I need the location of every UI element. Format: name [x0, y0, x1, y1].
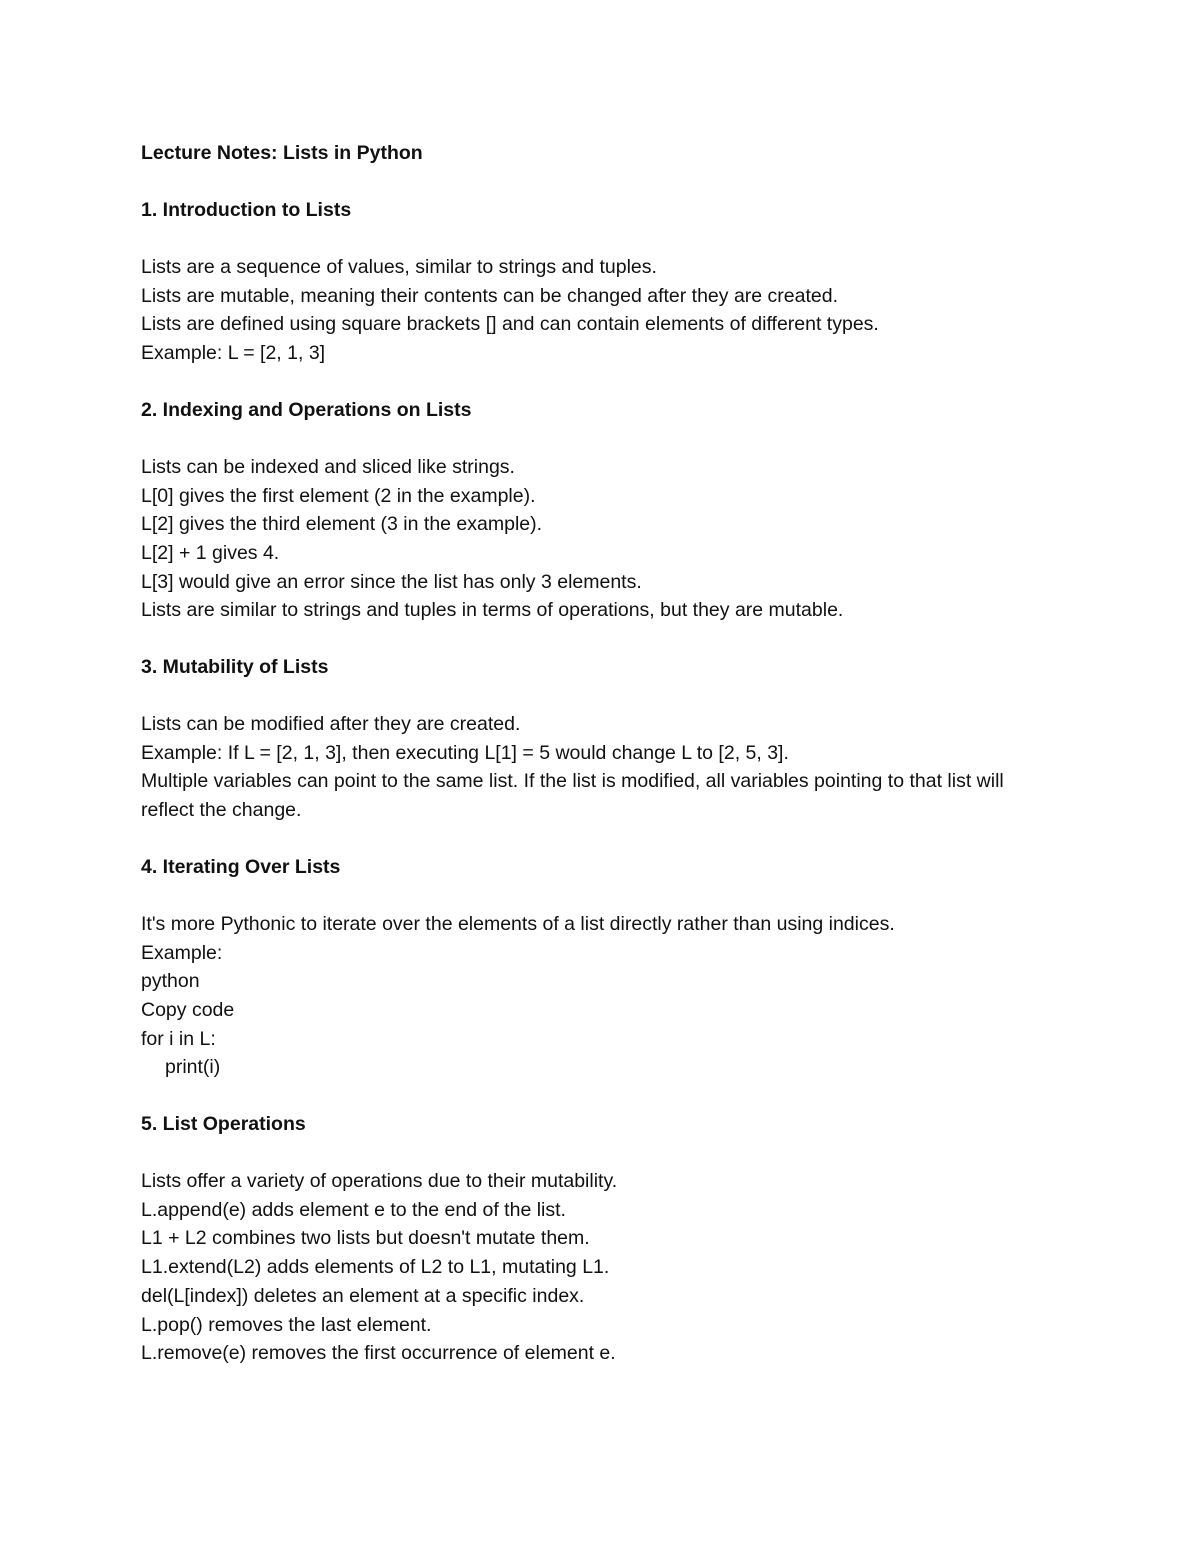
section-heading: 3. Mutability of Lists	[141, 656, 329, 679]
section-body	[141, 253, 1041, 368]
document-title: Lecture Notes: Lists in Python	[141, 142, 423, 164]
body-line: L[2] gives the third element (3 in the example).	[141, 513, 543, 536]
body-line: L1 + L2 combines two lists but doesn't mutate them.	[141, 1227, 590, 1250]
body-line: L[0] gives the first element (2 in the example).	[141, 484, 536, 507]
document-page	[141, 139, 1041, 1368]
section-introduction	[141, 196, 1041, 368]
body-line: Example: L = [2, 1, 3]	[141, 342, 326, 365]
section-body	[141, 453, 1041, 625]
section-iterating	[141, 853, 1041, 1082]
section-heading: 2. Indexing and Operations on Lists	[141, 398, 472, 421]
section-indexing	[141, 396, 1041, 625]
body-line: Lists can be modified after they are created.	[141, 713, 521, 736]
body-line: Lists offer a variety of operations due to their mutability.	[141, 1170, 618, 1193]
body-line: Lists are similar to strings and tuples in terms of operations, but they are mutable.	[141, 599, 844, 622]
code-language-label: python	[141, 970, 200, 993]
section-mutability	[141, 653, 1041, 825]
body-line: Example:	[141, 941, 223, 964]
body-line: Lists are defined using square brackets [] and can contain elements of different types.	[141, 313, 879, 336]
section-body	[141, 1167, 1041, 1368]
copy-code-text: Copy code	[141, 998, 235, 1021]
section-heading: 1. Introduction to Lists	[141, 199, 352, 221]
body-line: Lists can be indexed and sliced like strings.	[141, 455, 515, 478]
body-line: It's more Pythonic to iterate over the elements of a list directly rather than using indices.	[141, 912, 895, 935]
body-line: Example: If L = [2, 1, 3], then executing L[1] = 5 would change L to [2, 5, 3].	[141, 741, 789, 764]
body-line: L1.extend(L2) adds elements of L2 to L1, mutating L1.	[141, 1256, 610, 1279]
code-line: for i in L:	[141, 1027, 216, 1050]
section-body	[141, 910, 1041, 1082]
code-line: print(i)	[165, 1056, 221, 1079]
body-line: Lists are a sequence of values, similar to strings and tuples.	[141, 256, 657, 278]
body-line: L[2] + 1 gives 4.	[141, 541, 280, 564]
body-line: Multiple variables can point to the same list. If the list is modified, all variables pointing to that list will reflect the change.	[141, 770, 1004, 822]
section-heading: 4. Iterating Over Lists	[141, 855, 341, 878]
section-body	[141, 710, 1041, 825]
body-line: L[3] would give an error since the list has only 3 elements.	[141, 570, 642, 593]
body-line: L.pop() removes the last element.	[141, 1313, 432, 1336]
body-line: Lists are mutable, meaning their contents can be changed after they are created.	[141, 284, 839, 307]
body-line: del(L[index]) deletes an element at a specific index.	[141, 1284, 585, 1307]
body-line: L.append(e) adds element e to the end of the list.	[141, 1198, 566, 1221]
body-line: L.remove(e) removes the first occurrence of element e.	[141, 1342, 616, 1365]
section-list-operations	[141, 1110, 1041, 1368]
section-heading: 5. List Operations	[141, 1113, 306, 1136]
